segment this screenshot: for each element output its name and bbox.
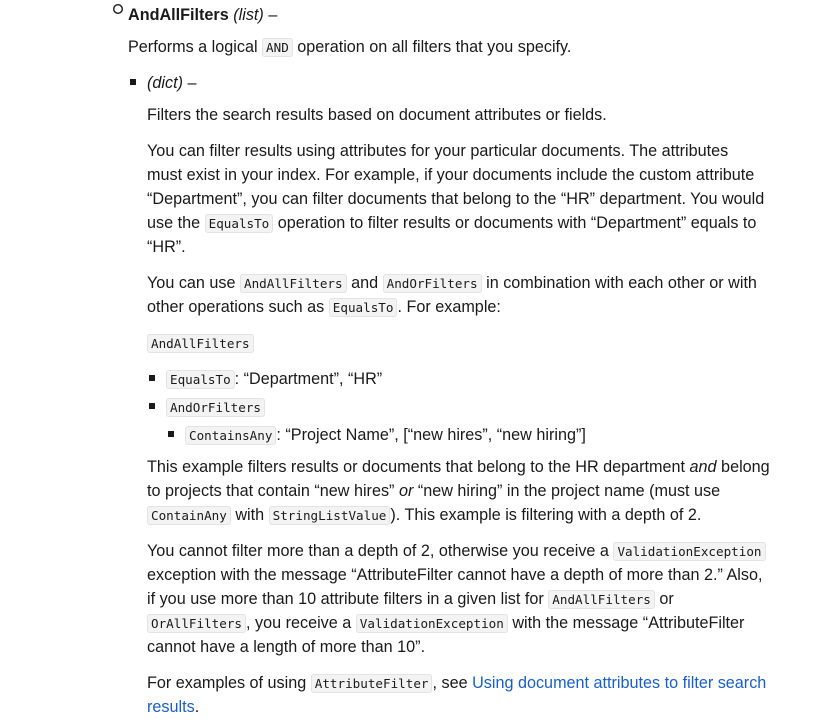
text-segment: . bbox=[194, 698, 200, 716]
desc-text: Performs a logical bbox=[128, 38, 263, 56]
validationexception-code: ValidationException bbox=[356, 614, 508, 633]
doc-attributes-link[interactable]: Using document attributes to filter search bbox=[472, 674, 767, 692]
list-item bbox=[166, 367, 382, 392]
andallfilters-code: AndAllFilters bbox=[240, 274, 347, 293]
text-segment: with bbox=[230, 506, 269, 524]
list-item bbox=[166, 395, 265, 420]
text-line bbox=[147, 587, 787, 611]
text-segment: with the message “AttributeFilter bbox=[507, 614, 745, 632]
text-segment: if you use more than 10 attribute filters in a given list for bbox=[147, 590, 549, 608]
text-segment: “new hiring” in the project name (must use bbox=[413, 482, 721, 500]
text-segment: to projects that contain “new hires” bbox=[147, 482, 399, 500]
equalsto-code: EqualsTo bbox=[205, 214, 274, 233]
square-bullet-icon bbox=[149, 375, 156, 382]
text-line bbox=[147, 271, 787, 295]
text-segment: : “Project Name”, [“new hires”, “new hiring”] bbox=[276, 426, 586, 444]
andorfilters-code: AndOrFilters bbox=[383, 274, 482, 293]
validationexception-code: ValidationException bbox=[613, 542, 765, 561]
text-segment: , you receive a bbox=[246, 614, 356, 632]
text-line: cannot have a length of more than 10”. bbox=[147, 638, 426, 656]
parameter-dash: – bbox=[268, 6, 278, 24]
square-bullet-icon bbox=[130, 79, 137, 86]
text-segment: You can use bbox=[147, 274, 241, 292]
paragraph-limits bbox=[147, 539, 787, 659]
text-line bbox=[147, 331, 787, 355]
text-segment: ). This example is filtering with a depth of 2. bbox=[390, 506, 702, 524]
paragraph-filters-intro bbox=[147, 103, 787, 127]
text-line bbox=[147, 503, 787, 527]
dict-type: (dict) bbox=[147, 74, 183, 92]
andallfilters-example-code: AndAllFilters bbox=[147, 334, 254, 353]
hollow-bullet-icon bbox=[112, 3, 125, 16]
parameter-name: AndAllFilters bbox=[128, 6, 229, 24]
text-line: You can filter results using attributes for your particular documents. The attributes bbox=[147, 142, 729, 160]
doc-attributes-link-cont[interactable]: results bbox=[147, 698, 195, 716]
equalsto-code: EqualsTo bbox=[166, 370, 235, 389]
text-line bbox=[147, 539, 787, 563]
text-line: “HR”. bbox=[147, 238, 186, 256]
text-segment: use the bbox=[147, 214, 205, 232]
desc-text-end: operation on all filters that you specify. bbox=[292, 38, 572, 56]
text-line: “Department”, you can filter documents that belong to the “HR” department. You would bbox=[147, 190, 765, 208]
equalsto-code: EqualsTo bbox=[329, 298, 398, 317]
text-line bbox=[147, 479, 787, 503]
text-line: exception with the message “AttributeFilter cannot have a depth of more than 2.” Also, bbox=[147, 566, 763, 584]
text-segment: For examples of using bbox=[147, 674, 311, 692]
containany-code: ContainAny bbox=[147, 506, 231, 525]
text-segment: : “Department”, “HR” bbox=[234, 370, 383, 388]
stringlistvalue-code: StringListValue bbox=[269, 506, 391, 525]
paragraph-attributes bbox=[147, 139, 787, 259]
text-segment: other operations such as bbox=[147, 298, 329, 316]
text-segment: This example filters results or documents that belong to the HR department bbox=[147, 458, 690, 476]
paragraph-combination bbox=[147, 271, 787, 319]
parameter-description bbox=[128, 35, 571, 60]
text-segment: . For example: bbox=[397, 298, 501, 316]
text-line bbox=[147, 295, 787, 319]
parameter-heading bbox=[128, 3, 277, 27]
emphasis-text: and bbox=[689, 458, 717, 476]
containsany-code: ContainsAny bbox=[185, 426, 276, 445]
text-line bbox=[147, 211, 787, 235]
text-line bbox=[147, 671, 787, 695]
text-line bbox=[147, 455, 787, 479]
text-line: Filters the search results based on document attributes or fields. bbox=[147, 106, 607, 124]
text-line bbox=[147, 611, 787, 635]
dict-dash: – bbox=[187, 74, 197, 92]
text-segment: or bbox=[654, 590, 674, 608]
text-segment: in combination with each other or with bbox=[481, 274, 757, 292]
orallfilters-code: OrAllFilters bbox=[147, 614, 246, 633]
list-item bbox=[185, 423, 586, 448]
text-segment: You cannot filter more than a depth of 2, otherwise you receive a bbox=[147, 542, 614, 560]
square-bullet-icon bbox=[149, 403, 156, 410]
text-segment: operation to filter results or documents with “Department” equals to bbox=[273, 214, 757, 232]
andorfilters-code: AndOrFilters bbox=[166, 398, 265, 417]
parameter-type: (list) bbox=[233, 6, 264, 24]
text-segment: , see bbox=[432, 674, 473, 692]
and-code: AND bbox=[262, 38, 293, 57]
example-label bbox=[147, 331, 787, 355]
paragraph-see-also bbox=[147, 671, 787, 719]
text-line: must exist in your index. For example, if your documents include the custom attribute bbox=[147, 166, 755, 184]
dict-heading bbox=[147, 71, 197, 95]
square-bullet-icon bbox=[168, 431, 175, 438]
text-line bbox=[147, 695, 787, 719]
paragraph-example-explained bbox=[147, 455, 787, 527]
andallfilters-code: AndAllFilters bbox=[548, 590, 655, 609]
text-segment: and bbox=[346, 274, 383, 292]
text-segment: belong bbox=[716, 458, 770, 476]
emphasis-text: or bbox=[398, 482, 414, 500]
attributefilter-code: AttributeFilter bbox=[311, 674, 433, 693]
